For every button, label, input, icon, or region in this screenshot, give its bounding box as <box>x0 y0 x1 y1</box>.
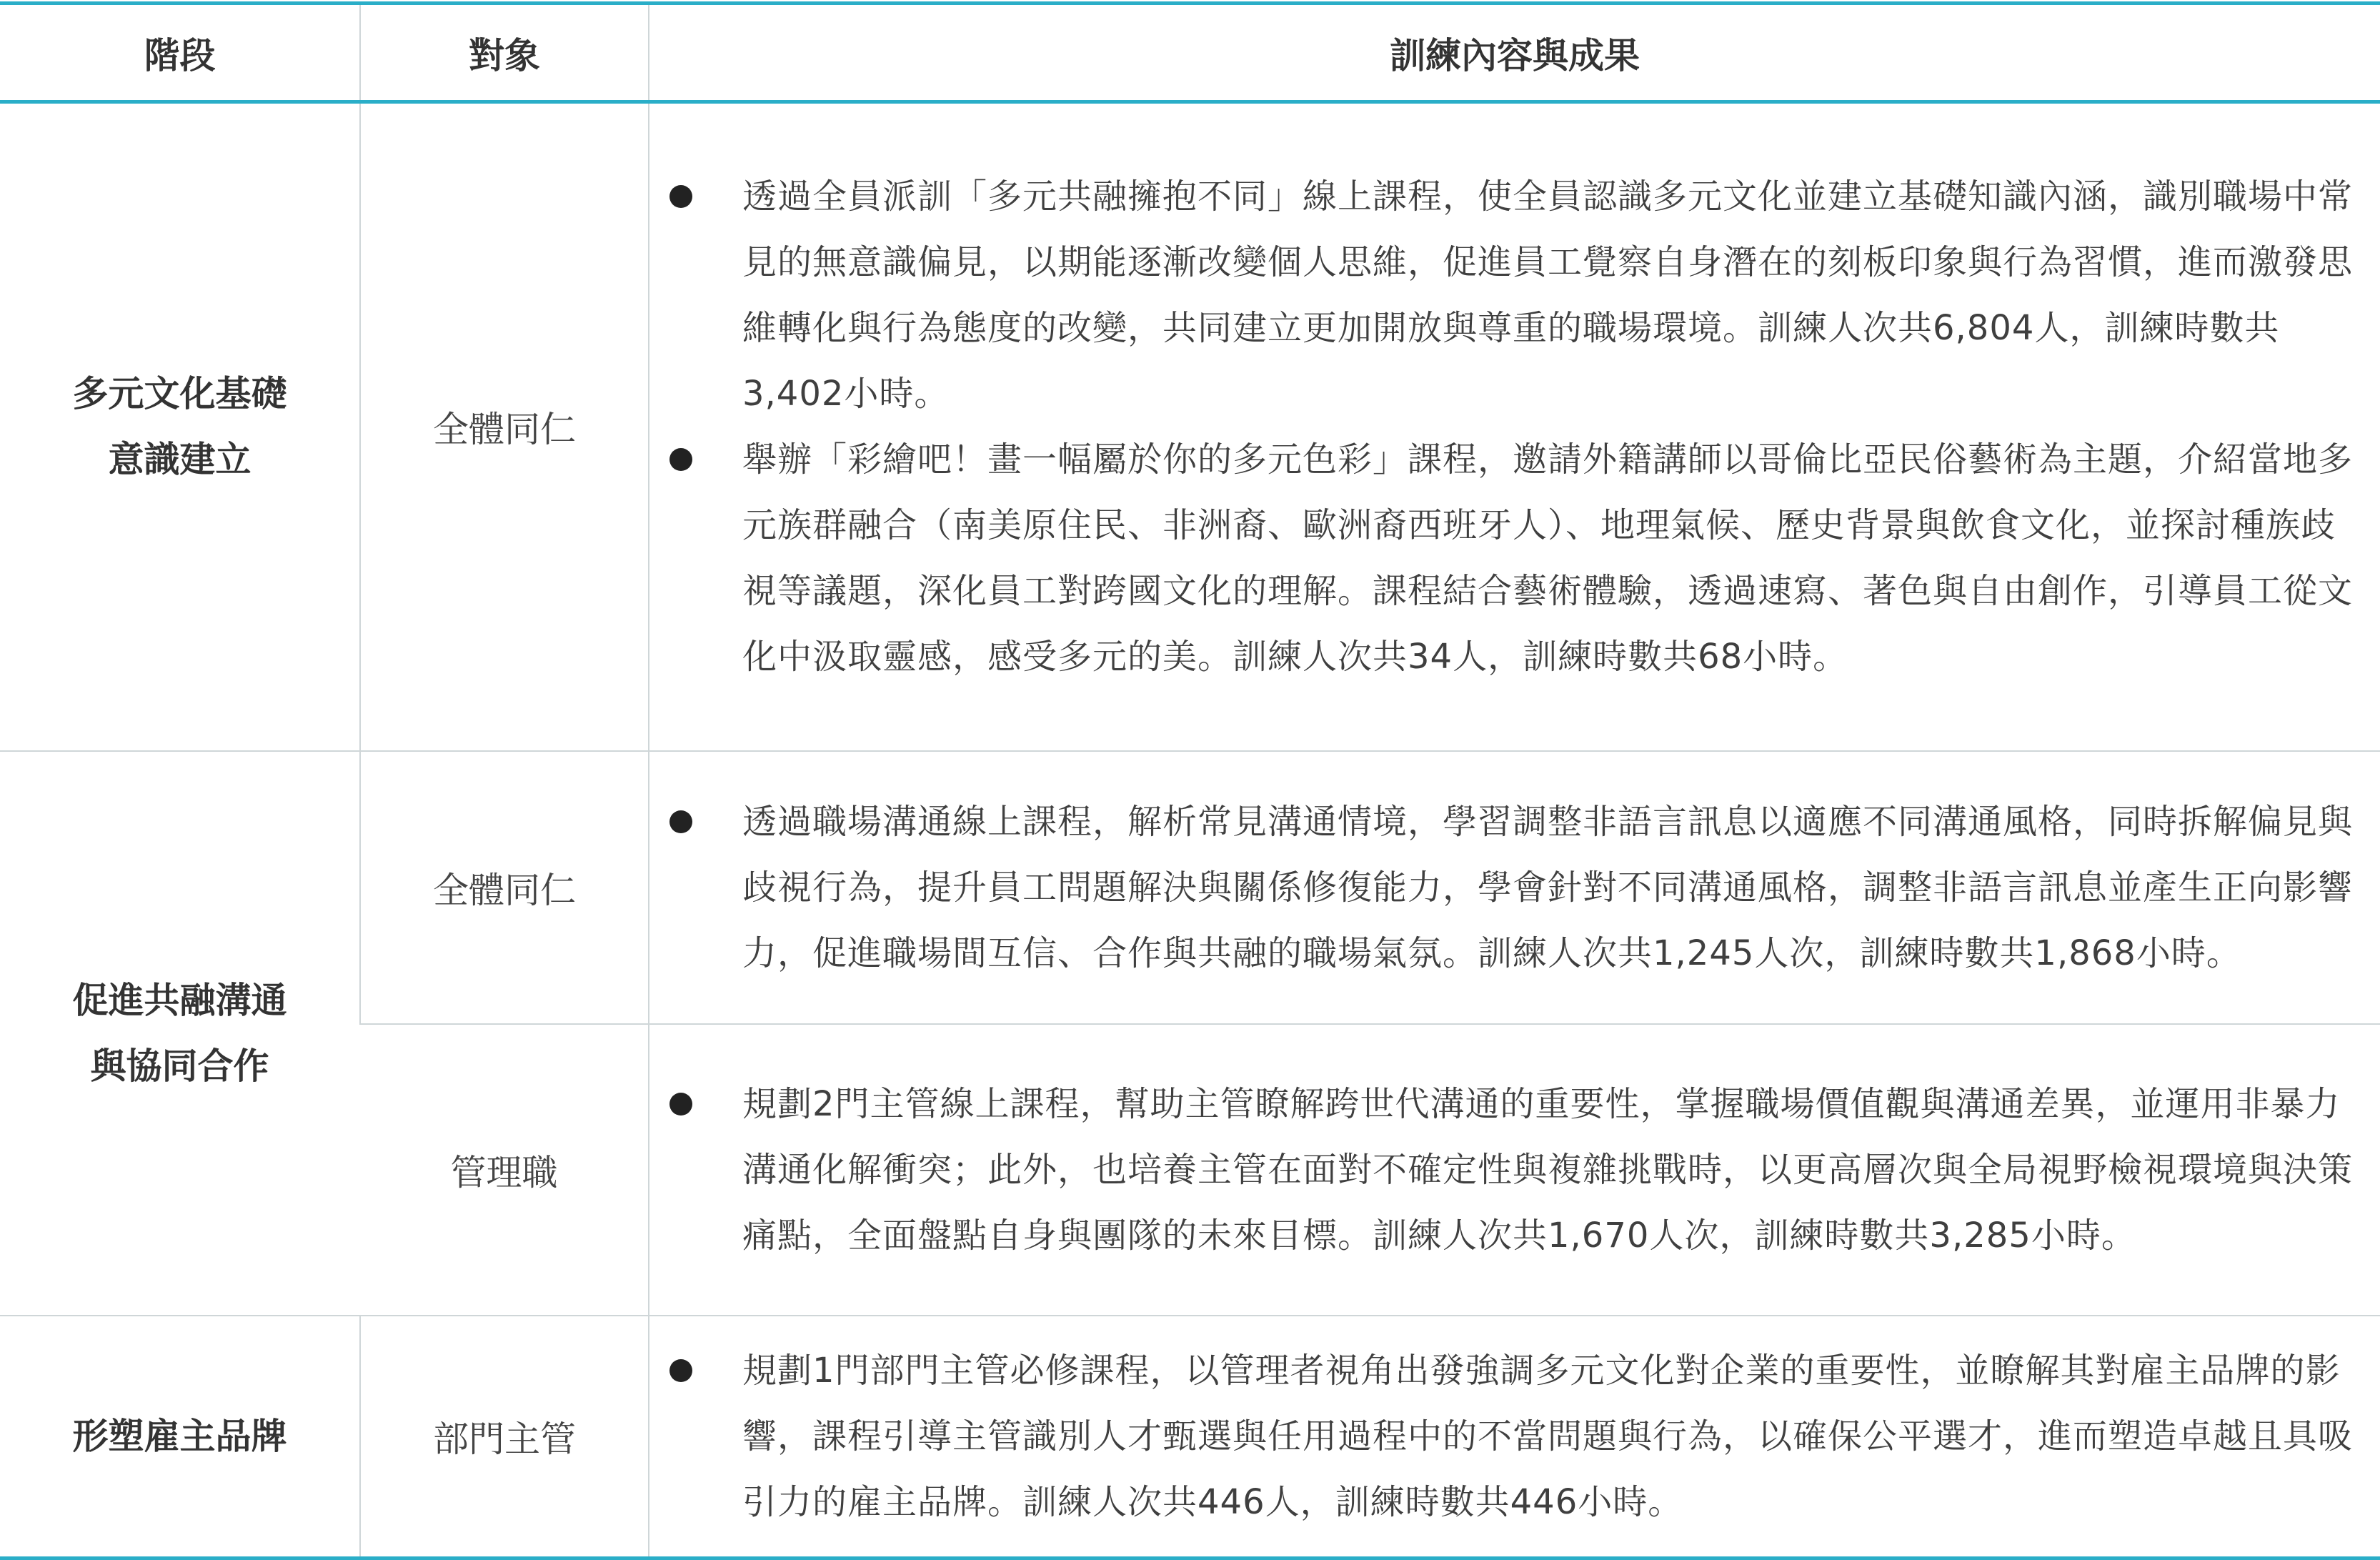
stage-line: 與協同合作 <box>90 1045 269 1087</box>
content-cell <box>649 751 2380 1024</box>
stage-line: 促進共融溝通 <box>72 979 287 1021</box>
header-content: 訓練內容與成果 <box>649 4 2380 102</box>
table-row <box>0 102 2380 751</box>
list-item <box>649 164 2359 427</box>
bullet-icon <box>669 185 692 208</box>
content-cell <box>649 102 2380 751</box>
header-target: 對象 <box>360 4 649 102</box>
target-cell: 部門主管 <box>360 1316 649 1559</box>
header-stage: 階段 <box>0 4 360 102</box>
table-row <box>0 1316 2380 1559</box>
item-text: 規劃1門部門主管必修課程，以管理者視角出發強調多元文化對企業的重要性，並瞭解其對雇主品牌的影響，課程引導主管識別人才甄選與任用過程中的不當問題與行為，以確保公平選才，進而塑造卓越且具吸引力的雇主品牌。訓練人次共446人，訓練時數共446小時。 <box>742 1350 2354 1522</box>
content-cell <box>649 1024 2380 1316</box>
content-cell <box>649 1316 2380 1559</box>
stage-cell <box>0 102 360 751</box>
stage-cell <box>0 1316 360 1559</box>
list-item <box>649 427 2359 690</box>
item-text: 透過全員派訓「多元共融擁抱不同」線上課程，使全員認識多元文化並建立基礎知識內涵，識別職場中常見的無意識偏見，以期能逐漸改變個人思維，促進員工覺察自身潛在的刻板印象與行為習慣，進而激發思維轉化與行為態度的改變，共同建立更加開放與尊重的職場環境。訓練人次共6,804人，訓練時數共3,402小時。 <box>742 177 2354 414</box>
stage-cell <box>0 751 360 1316</box>
training-table <box>0 1 2380 1560</box>
item-text: 透過職場溝通線上課程，解析常見溝通情境，學習調整非語言訊息以適應不同溝通風格，同時拆解偏見與歧視行為，提升員工問題解決與關係修復能力，學會針對不同溝通風格，調整非語言訊息並產生正向影響力，促進職場間互信、合作與共融的職場氣氛。訓練人次共1,245人次，訓練時數共1,868小時。 <box>742 801 2354 973</box>
list-item <box>649 789 2359 986</box>
target-cell: 管理職 <box>360 1024 649 1316</box>
target-cell: 全體同仁 <box>360 751 649 1024</box>
table-row <box>0 751 2380 1024</box>
bullet-icon <box>669 1359 692 1382</box>
item-text: 規劃2門主管線上課程，幫助主管瞭解跨世代溝通的重要性，掌握職場價值觀與溝通差異，並運用非暴力溝通化解衝突；此外，也培養主管在面對不確定性與複雜挑戰時，以更高層次與全局視野檢視環境與決策痛點，全面盤點自身與團隊的未來目標。訓練人次共1,670人次，訓練時數共3,285小時。 <box>742 1083 2354 1256</box>
stage-line: 形塑雇主品牌 <box>72 1415 287 1457</box>
bullet-icon <box>669 810 692 833</box>
list-item <box>649 1338 2359 1535</box>
item-text: 舉辦「彩繪吧！畫一幅屬於你的多元色彩」課程，邀請外籍講師以哥倫比亞民俗藝術為主題，介紹當地多元族群融合（南美原住民、非洲裔、歐洲裔西班牙人）、地理氣候、歷史背景與飲食文化，並探討種族歧視等議題，深化員工對跨國文化的理解。課程結合藝術體驗，透過速寫、著色與自由創作，引導員工從文化中汲取靈感，感受多元的美。訓練人次共34人，訓練時數共68小時。 <box>742 439 2354 677</box>
bullet-icon <box>669 448 692 471</box>
stage-line: 多元文化基礎 <box>72 373 287 415</box>
target-cell: 全體同仁 <box>360 102 649 751</box>
header-row <box>0 4 2380 102</box>
stage-line: 意識建立 <box>108 439 252 481</box>
list-item <box>649 1071 2359 1268</box>
bullet-icon <box>669 1093 692 1116</box>
